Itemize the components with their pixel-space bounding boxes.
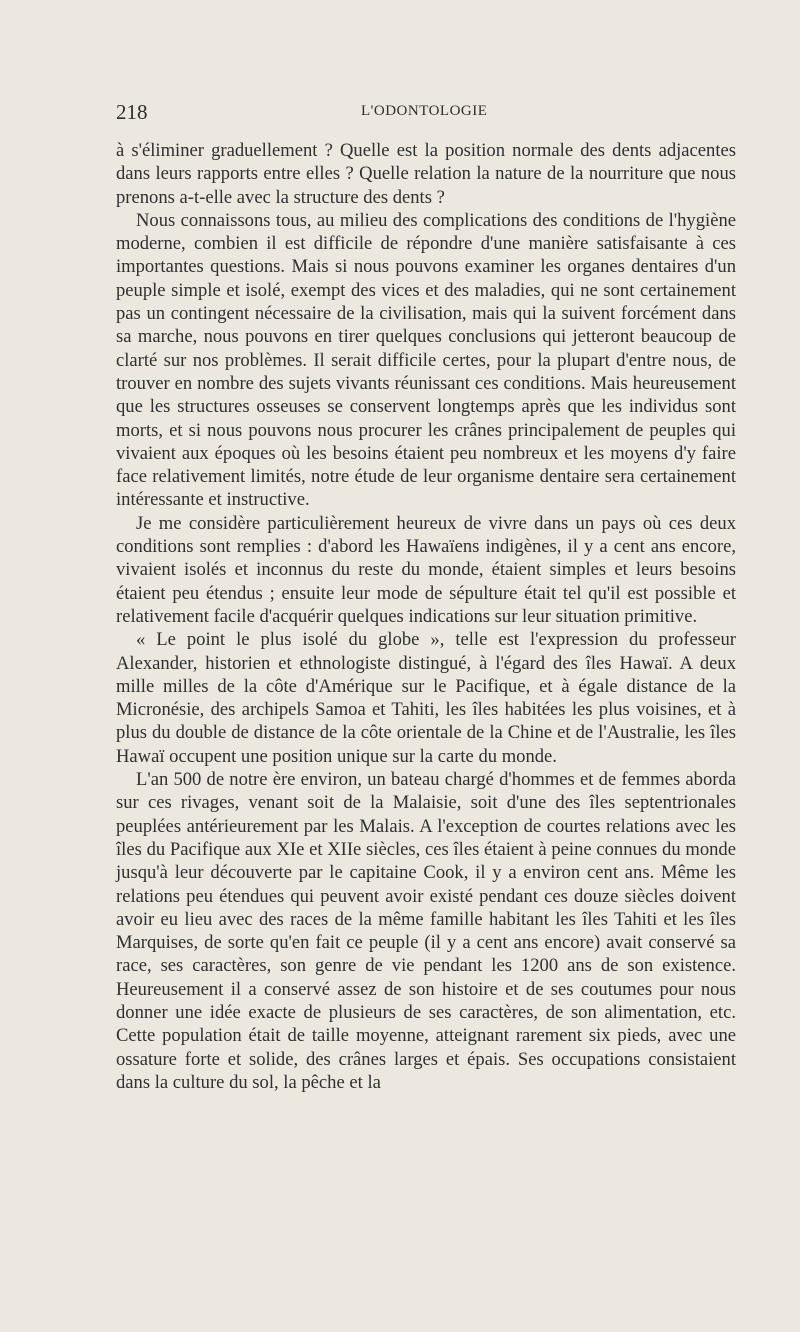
paragraph: « Le point le plus isolé du globe », telle est l'expression du professeur Alexander, historien et ethnologiste distingué, à l'égard des îles Hawaï. A deux mille milles de la côte d'Amérique sur le Pacifique, et à égale distance de la Micronésie, des archipels Samoa et Tahiti, les îles habitées les plus voisines, et à plus du double de distance de la côte orientale de la Chine et de l'Australie, les îles Hawaï occupent une position unique sur la carte du monde. — [116, 629, 736, 767]
body-text — [116, 139, 736, 1094]
paragraph-continuation: à s'éliminer graduellement ? Quelle est la position normale des dents adjacentes dans leurs rapports entre elles ? Quelle relation la nature de la nourriture que nous prenons a-t-elle avec la structure des dents ? — [116, 140, 736, 208]
page-number: 218 — [116, 100, 148, 124]
paragraph: L'an 500 de notre ère environ, un bateau chargé d'hommes et de femmes aborda sur ces rivages, venant soit de la Malaisie, soit d'une des îles septentrionales peuplées antérieurement par les Malais. A l'exception de courtes relations avec les îles du Pacifique aux XIe et XIIe siècles, ces îles étaient à peine connues du monde jusqu'à leur découverte par le capitaine Cook, il y a environ cent ans. Même les relations peu étendues qui peuvent avoir existé pendant ces douze siècles doivent avoir eu lieu avec des races de la même famille habitant les îles Tahiti et les îles Marquises, de sorte qu'en fait ce peuple (il y a cent ans encore) avait conservé sa race, ses caractères, son genre de vie pendant les 1200 ans de son existence. Heureusement il a conservé assez de son histoire et de ses coutumes pour nous donner une idée exacte de plusieurs de ses caractères, de son alimentation, etc. Cette population était de taille moyenne, atteignant rarement six pieds, avec une ossature forte et solide, des crânes larges et épais. Ses occupations consistaient dans la culture du sol, la pêche et la — [116, 769, 736, 1093]
paragraph: Je me considère particulièrement heureux de vivre dans un pays où ces deux conditions sont remplies : d'abord les Hawaïens indigènes, il y a cent ans encore, vivaient isolés et inconnus du reste du monde, étaient simples et leurs besoins étaient peu étendus ; ensuite leur mode de sépulture était tel qu'il est possible et relativement facile d'acquérir quelques indications sur leur situation primitive. — [116, 512, 736, 627]
page-header — [116, 100, 736, 128]
running-title: L'ODONTOLOGIE — [361, 103, 488, 119]
paragraph: Nous connaissons tous, au milieu des complications des conditions de l'hygiène moderne, combien il est difficile de répondre d'une manière satisfaisante à ces importantes questions. Mais si nous pouvons examiner les organes dentaires d'un peuple simple et isolé, exempt des vices et des maladies, qui ne sont certainement pas un contingent nécessaire de la civilisation, mais qui la suivent forcément dans sa marche, nous pouvons en tirer quelques conclusions qui jetteront beaucoup de clarté sur nos problèmes. Il serait difficile certes, pour la plupart d'entre nous, de trouver en nombre des sujets vivants réunissant ces conditions. Mais heureusement que les structures osseuses se conservent longtemps après que les individus sont morts, et si nous pouvons nous procurer les crânes principalement de peuples qui vivaient aux époques où les besoins étaient peu nombreux et les moyens d'y faire face relativement limités, notre étude de leur organisme dentaire sera certainement intéressante et instructive. — [116, 209, 736, 511]
